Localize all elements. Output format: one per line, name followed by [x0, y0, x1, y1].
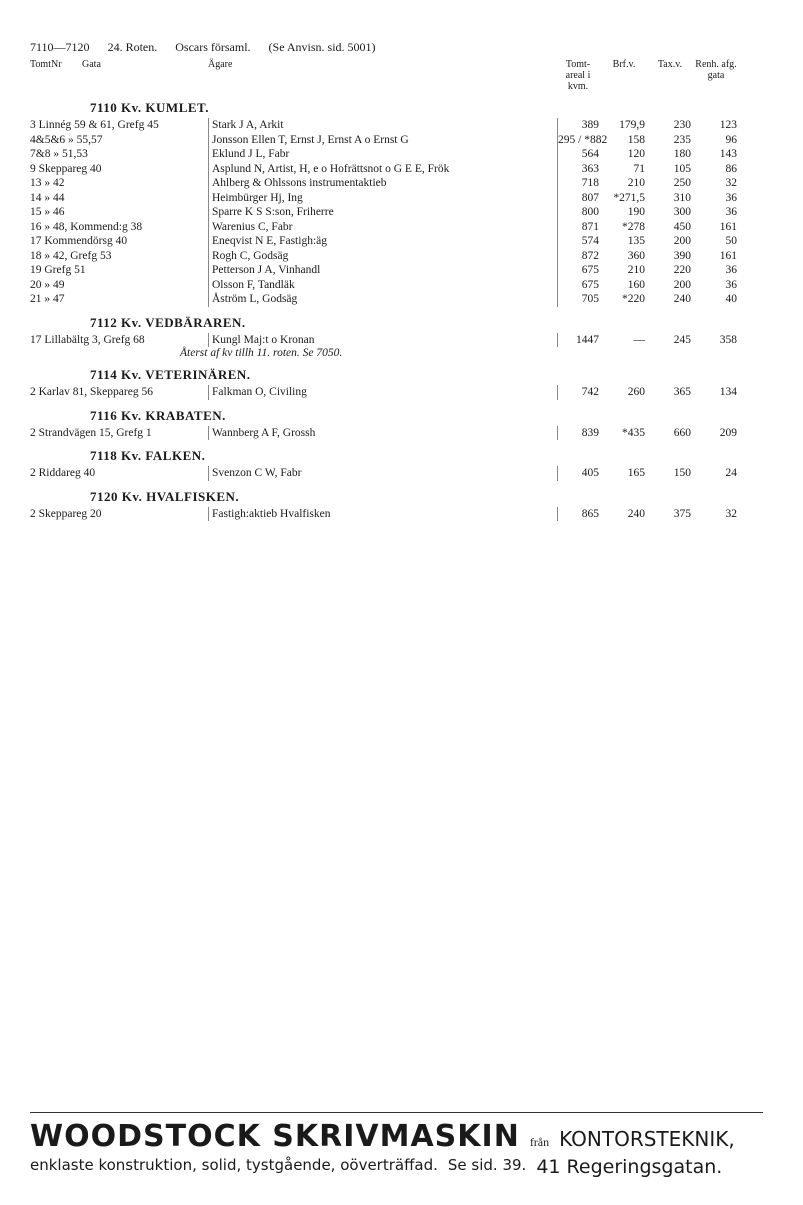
row-brf: 160: [627, 278, 645, 291]
row-areal: 807: [557, 191, 603, 206]
row-areal: 574: [557, 234, 603, 249]
row-tax: 105: [673, 162, 691, 175]
row-brf: *220: [622, 293, 645, 305]
block-title: 7110 Kv. KUMLET.: [90, 100, 209, 115]
column-headers: [30, 59, 741, 92]
ad-description: enklaste konstruktion, solid, tystgående, oöverträffad.: [30, 1156, 438, 1174]
page-header: [30, 40, 741, 55]
row-brf: 71: [633, 162, 645, 175]
row-tax: 660: [673, 426, 691, 439]
row-owner: Petterson J A, Vinhandl: [208, 263, 557, 278]
row-address: 16 » 48, Kommend:g 38: [30, 220, 143, 233]
row-renh: 32: [725, 507, 737, 520]
row-renh: 161: [719, 249, 737, 262]
row-owner: Olsson F, Tandläk: [208, 278, 557, 293]
row-owner: Åström L, Godsäg: [208, 292, 557, 307]
col-gata: Gata: [82, 59, 101, 70]
row-address: 15 » 46: [30, 206, 65, 218]
row-renh: 161: [719, 220, 737, 233]
register-row: [30, 385, 741, 400]
col-brf: Brf.v.: [612, 59, 636, 70]
row-brf: —: [633, 333, 645, 346]
register-blocks: [30, 100, 741, 521]
col-tomt: TomtNr: [30, 59, 62, 70]
page-range: 7110—7120: [30, 40, 90, 54]
row-address: 2 Riddareg 40: [30, 467, 96, 479]
row-areal: 675: [557, 278, 603, 293]
block-title: 7120 Kv. HVALFISKEN.: [90, 488, 240, 504]
row-address: 17 Lillabältg 3, Grefg 68: [30, 333, 145, 346]
ad-from: från: [529, 1135, 550, 1149]
row-brf: 158: [627, 133, 645, 146]
row-tax: 375: [673, 507, 691, 520]
row-tax: 180: [673, 148, 691, 160]
row-areal: 705: [557, 292, 603, 307]
register-row: [30, 191, 741, 206]
row-renh: 32: [725, 177, 737, 189]
row-renh: 36: [725, 264, 737, 276]
row-renh: 36: [725, 191, 737, 204]
row-tax: 235: [673, 133, 691, 146]
row-tax: 200: [673, 235, 691, 247]
row-address: 13 » 42: [30, 177, 65, 189]
ad-address: 41 Regeringsgatan.: [536, 1156, 723, 1178]
row-areal: 839: [557, 426, 603, 441]
row-tax: 230: [673, 119, 691, 131]
row-owner: Falkman O, Civiling: [208, 385, 557, 400]
register-row: [30, 263, 741, 278]
row-tax: 310: [673, 191, 691, 204]
register-row: [30, 249, 741, 264]
row-areal: 1447: [557, 333, 603, 348]
row-areal: 564: [557, 147, 603, 162]
register-row: [30, 176, 741, 191]
row-tax: 450: [673, 220, 691, 233]
register-row: [30, 507, 741, 522]
row-tax: 390: [673, 249, 691, 262]
reference: (Se Anvisn. sid. 5001): [268, 40, 376, 54]
register-row: [30, 147, 741, 162]
row-brf: 179,9: [619, 119, 645, 131]
register-row: [30, 220, 741, 235]
row-owner: Wannberg A F, Grossh: [208, 426, 557, 441]
row-brf: 260: [627, 386, 645, 398]
col-tax: Tax.v.: [657, 59, 683, 70]
row-renh: 50: [725, 235, 737, 247]
col-agare: Ägare: [208, 59, 233, 70]
row-renh: 96: [725, 133, 737, 146]
row-address: 4&5&6 » 55,57: [30, 133, 103, 146]
row-areal: 865: [557, 507, 603, 522]
row-renh: 143: [719, 148, 737, 160]
ad-tagline: KONTORSTEKNIK,: [559, 1127, 735, 1151]
row-areal: 742: [557, 385, 603, 400]
row-address: 3 Linnég 59 & 61, Grefg 45: [30, 119, 159, 131]
row-owner: Kungl Maj:t o Kronan: [208, 333, 557, 348]
row-owner: Stark J A, Arkit: [208, 118, 557, 133]
row-address: 2 Karlav 81, Skeppareg 56: [30, 386, 153, 398]
row-renh: 36: [725, 278, 737, 291]
row-renh: 134: [719, 386, 737, 398]
advertisement: [30, 1112, 763, 1178]
row-tax: 365: [673, 386, 691, 398]
row-brf: 190: [627, 206, 645, 218]
row-address: 21 » 47: [30, 293, 65, 305]
ad-reference: Se sid. 39.: [447, 1156, 527, 1174]
row-renh: 40: [725, 293, 737, 305]
row-areal: 718: [557, 176, 603, 191]
row-tax: 245: [673, 333, 691, 346]
row-areal: 800: [557, 205, 603, 220]
row-owner: Eklund J L, Fabr: [208, 147, 557, 162]
row-owner: Heimbürger Hj, Ing: [208, 191, 557, 206]
row-renh: 86: [725, 162, 737, 175]
register-row: [30, 426, 741, 441]
block-title: 7112 Kv. VEDBÄRAREN.: [90, 314, 246, 330]
parish: Oscars församl.: [175, 40, 251, 54]
row-owner: Svenzon C W, Fabr: [208, 466, 557, 481]
row-address: 14 » 44: [30, 191, 65, 204]
row-owner: Jonsson Ellen T, Ernst J, Ernst A o Ernst G: [208, 133, 557, 148]
district: 24. Roten.: [107, 40, 158, 54]
register-row: [30, 333, 741, 348]
row-renh: 36: [725, 206, 737, 218]
row-brf: 165: [627, 467, 645, 479]
row-brf: *435: [622, 426, 645, 439]
row-owner: Eneqvist N E, Fastigh:äg: [208, 234, 557, 249]
register-row: [30, 205, 741, 220]
row-areal: 389: [557, 118, 603, 133]
row-brf: 240: [627, 507, 645, 520]
row-address: 7&8 » 51,53: [30, 148, 88, 160]
row-owner: Ahlberg & Ohlssons instrumentaktieb: [208, 176, 557, 191]
row-address: 20 » 49: [30, 278, 65, 291]
row-brf: 210: [627, 264, 645, 276]
register-row: [30, 292, 741, 307]
row-address: 17 Kommendörsg 40: [30, 235, 128, 247]
register-row: [30, 162, 741, 177]
row-areal: 363: [557, 162, 603, 177]
register-row: [30, 234, 741, 249]
row-renh: 123: [719, 119, 737, 131]
row-brf: 135: [627, 235, 645, 247]
register-row: [30, 466, 741, 481]
block-title: 7114 Kv. VETERINÄREN.: [90, 367, 251, 382]
row-address: 9 Skeppareg 40: [30, 162, 102, 175]
row-tax: 240: [673, 293, 691, 305]
row-address: 2 Skeppareg 20: [30, 507, 102, 520]
row-brf: *271,5: [613, 191, 645, 204]
register-row: [30, 133, 741, 148]
row-address: 2 Strandvägen 15, Grefg 1: [30, 426, 152, 439]
row-brf: 210: [627, 177, 645, 189]
row-areal: 405: [557, 466, 603, 481]
row-tax: 300: [673, 206, 691, 218]
row-brf: 120: [627, 148, 645, 160]
block-title: 7116 Kv. KRABATEN.: [90, 407, 226, 423]
row-areal: 675: [557, 263, 603, 278]
row-brf: 360: [627, 249, 645, 262]
row-owner: Fastigh:aktieb Hvalfisken: [208, 507, 557, 522]
row-areal: 295 / *882: [558, 133, 608, 146]
row-renh: 358: [719, 333, 737, 346]
row-areal: 871: [557, 220, 603, 235]
row-owner: Rogh C, Godsäg: [208, 249, 557, 264]
row-tax: 220: [673, 264, 691, 276]
row-owner: Sparre K S S:son, Friherre: [208, 205, 557, 220]
register-row: [30, 118, 741, 133]
row-renh: 209: [719, 426, 737, 439]
row-renh: 24: [725, 467, 737, 479]
row-address: 18 » 42, Grefg 53: [30, 249, 112, 262]
row-tax: 200: [673, 278, 691, 291]
row-brf: *278: [622, 220, 645, 233]
row-owner: Asplund N, Artist, H, e o Hofrättsnot o G E E, Frök: [208, 162, 557, 177]
col-renh: Renh. afg. gata: [695, 59, 737, 81]
row-tax: 250: [673, 177, 691, 189]
block-note: Återst af kv tillh 11. roten. Se 7050.: [180, 347, 343, 359]
register-row: [30, 278, 741, 293]
row-address: 19 Grefg 51: [30, 264, 86, 276]
row-tax: 150: [673, 467, 691, 479]
ad-brand: WOODSTOCK SKRIVMASKIN: [30, 1119, 520, 1154]
row-owner: Warenius C, Fabr: [208, 220, 557, 235]
block-title: 7118 Kv. FALKEN.: [90, 448, 206, 463]
row-areal: 872: [557, 249, 603, 264]
col-areal: Tomt-areal i kvm.: [565, 59, 591, 92]
